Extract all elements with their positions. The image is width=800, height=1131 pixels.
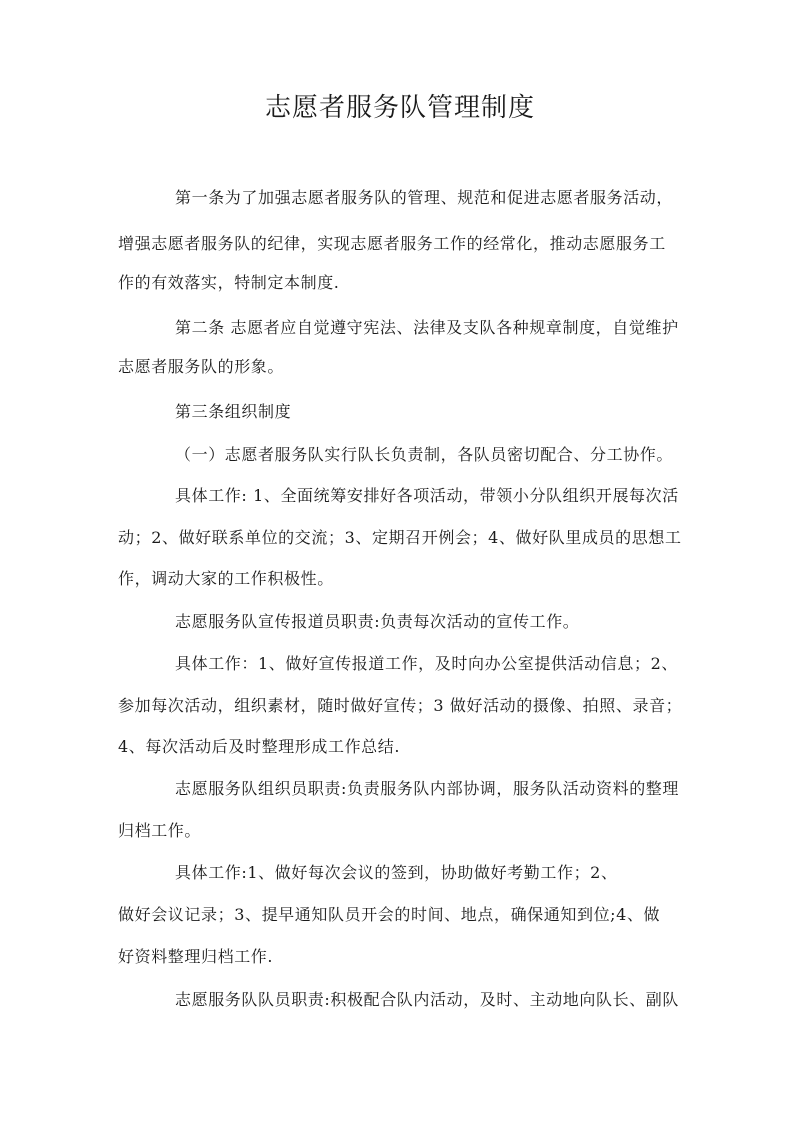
paragraph-line: 志愿者服务队的形象。 xyxy=(118,357,285,376)
paragraph-line: 归档工作。 xyxy=(118,821,202,840)
paragraph-line: 4、每次活动后及时整理形成工作总结. xyxy=(118,737,401,756)
paragraph-line: 作的有效落实，特制定本制度. xyxy=(118,273,340,292)
paragraph-line: 志愿服务队组织员职责:负责服务队内部协调，服务队活动资料的整理 xyxy=(175,779,679,798)
paragraph-line: 第二条 志愿者应自觉遵守宪法、法律及支队各种规章制度，自觉维护 xyxy=(175,318,679,337)
paragraph-line: 具体工作: 1、全面统筹安排好各项活动，带领小分队组织开展每次活 xyxy=(175,486,679,505)
document-title: 志愿者服务队管理制度 xyxy=(264,93,535,123)
paragraph-line: 具体工作：1、做好宣传报道工作，及时向办公室提供活动信息；2、 xyxy=(175,654,678,673)
paragraph-line: 做好会议记录；3、提早通知队员开会的时间、地点，确保通知到位;4、做 xyxy=(118,905,661,924)
paragraph-line: 动；2、做好联系单位的交流；3、定期召开例会；4、做好队里成员的思想工 xyxy=(118,528,682,547)
paragraph-line: 第一条为了加强志愿者服务队的管理、规范和促进志愿者服务活动， xyxy=(175,188,674,207)
paragraph-line: 志愿服务队队员职责:积极配合队内活动，及时、主动地向队长、副队 xyxy=(175,990,679,1009)
paragraph-line: 作，调动大家的工作积极性。 xyxy=(118,569,334,588)
paragraph-line: 好资料整理归档工作. xyxy=(118,947,274,966)
section-heading: 第三条组织制度 xyxy=(175,402,292,421)
paragraph-line: （一）志愿者服务队实行队长负责制，各队员密切配合、分工协作。 xyxy=(175,445,674,464)
paragraph-line: 参加每次活动，组织素材，随时做好宣传；3 做好活动的摄像、拍照、录音； xyxy=(118,696,683,715)
paragraph-line: 志愿服务队宣传报道员职责:负责每次活动的宣传工作。 xyxy=(175,612,580,631)
paragraph-line: 具体工作:1、做好每次会议的签到，协助做好考勤工作；2、 xyxy=(175,863,618,882)
paragraph-line: 增强志愿者服务队的纪律，实现志愿者服务工作的经常化，推动志愿服务工 xyxy=(118,234,666,253)
